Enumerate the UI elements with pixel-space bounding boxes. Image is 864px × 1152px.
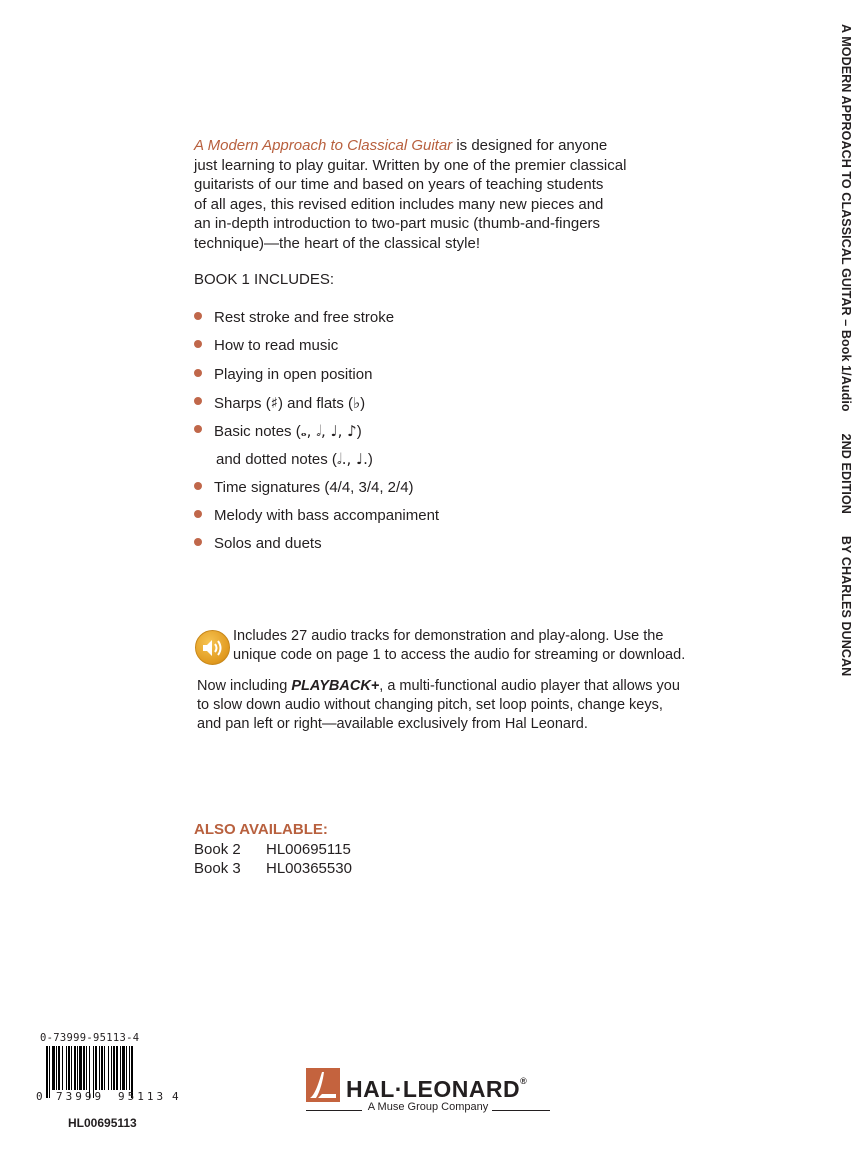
barcode-bar bbox=[77, 1046, 78, 1090]
list-item: Basic notes (𝅝, 𝅗𝅥, ♩, ♪) bbox=[194, 421, 614, 449]
playback-brand: PLAYBACK+ bbox=[291, 678, 380, 694]
logo-name: HAL·LEONARD bbox=[346, 1076, 521, 1102]
speaker-icon bbox=[195, 630, 230, 665]
also-available-row: Book 3 HL00365530 bbox=[194, 860, 352, 877]
spine-edition: 2ND EDITION bbox=[839, 433, 853, 514]
barcode-bar bbox=[56, 1046, 57, 1090]
intro-line-1: is designed for anyone bbox=[452, 137, 608, 154]
bullet-dot-icon bbox=[194, 425, 202, 433]
bullet-dot-icon bbox=[194, 369, 202, 377]
sharp-icon: ♯ bbox=[270, 393, 278, 412]
barcode-bar bbox=[126, 1046, 127, 1090]
also-available-row: Book 2 HL00695115 bbox=[194, 841, 351, 858]
barcode-bar bbox=[116, 1046, 118, 1090]
bullet-dot-icon bbox=[194, 538, 202, 546]
list-item: How to read music bbox=[194, 336, 614, 364]
book-spine bbox=[815, 24, 855, 724]
barcode-bar bbox=[46, 1046, 48, 1098]
barcode-bar bbox=[86, 1046, 87, 1090]
intro-line-3: guitarists of our time and based on years of teaching students bbox=[194, 176, 604, 193]
list-item: Time signatures (4/4, 3/4, 2/4) bbox=[194, 478, 614, 506]
list-item: Sharps (♯) and flats (♭) bbox=[194, 393, 614, 421]
logo-subtitle: A Muse Group Company bbox=[367, 1101, 489, 1113]
barcode-bar bbox=[122, 1046, 125, 1090]
dotted-notes-icon: 𝅗𝅥., ♩. bbox=[336, 450, 368, 469]
playback-description: Now including PLAYBACK+, a multi-functional audio player that allows you to slow down audio without changing pitch, set loop points, change keys, and pan left or right—available exclusively from Hal Leonard. bbox=[197, 678, 680, 732]
bullet-dot-icon bbox=[194, 397, 202, 405]
barcode-bar bbox=[129, 1046, 130, 1090]
bullet-dot-icon bbox=[194, 510, 202, 518]
intro-line-2: just learning to play guitar. Written by one of the premier classical bbox=[194, 156, 627, 174]
intro-line-5: an in-depth introduction to two-part music (thumb-and-fingers bbox=[194, 215, 601, 232]
barcode-bar bbox=[95, 1046, 97, 1090]
includes-heading: BOOK 1 INCLUDES: bbox=[194, 271, 335, 288]
barcode-bar bbox=[83, 1046, 85, 1090]
list-item: Rest stroke and free stroke bbox=[194, 308, 614, 336]
intro-line-6: technique)—the heart of the classical style! bbox=[194, 234, 480, 252]
barcode-bar bbox=[49, 1046, 50, 1098]
basic-notes-icon: 𝅝, 𝅗𝅥, ♩, ♪ bbox=[300, 422, 357, 441]
barcode-bar bbox=[104, 1046, 105, 1090]
intro-line-4: of all ages, this revised edition includes many new pieces and bbox=[194, 195, 604, 213]
list-item: Melody with bass accompaniment bbox=[194, 506, 614, 534]
bullet-dot-icon bbox=[194, 482, 202, 490]
bullet-dot-icon bbox=[194, 340, 202, 348]
list-item-continuation: and dotted notes (𝅗𝅥., ♩.) bbox=[216, 450, 373, 469]
list-item: Solos and duets bbox=[194, 534, 614, 562]
publisher-logo: HAL·LEONARD® A Muse Group Company bbox=[306, 1068, 556, 1118]
barcode-bar bbox=[52, 1046, 55, 1090]
barcode-bar bbox=[113, 1046, 115, 1090]
barcode-bar bbox=[66, 1046, 67, 1090]
barcode-bar bbox=[79, 1046, 82, 1090]
barcode-bar bbox=[120, 1046, 121, 1090]
barcode-bar bbox=[101, 1046, 103, 1090]
barcode-bar bbox=[62, 1046, 63, 1090]
item-code: HL00695113 bbox=[68, 1116, 137, 1130]
barcode-bar bbox=[111, 1046, 112, 1090]
barcode-bar bbox=[58, 1046, 60, 1090]
flat-icon: ♭ bbox=[353, 393, 361, 412]
hal-leonard-mark-icon bbox=[306, 1068, 340, 1102]
also-available-title: ALSO AVAILABLE: bbox=[194, 821, 328, 838]
barcode-bar bbox=[99, 1046, 100, 1090]
intro-paragraph bbox=[194, 136, 674, 253]
barcode-bar bbox=[108, 1046, 109, 1090]
barcode-bar bbox=[68, 1046, 70, 1090]
bullet-dot-icon bbox=[194, 312, 202, 320]
includes-list bbox=[194, 308, 614, 563]
book-title-italic: A Modern Approach to Classical Guitar bbox=[194, 137, 453, 154]
barcode-bar bbox=[74, 1046, 76, 1090]
list-item: Playing in open position bbox=[194, 365, 614, 393]
audio-description: Includes 27 audio tracks for demonstration and play-along. Use the unique code on page 1 to access the audio for streaming or download. bbox=[233, 628, 686, 663]
spine-author: BY CHARLES DUNCAN bbox=[839, 535, 853, 677]
barcode-bar bbox=[71, 1046, 72, 1090]
barcode-number-top: 0-73999-95113-4 bbox=[40, 1032, 140, 1044]
spine-title: A MODERN APPROACH TO CLASSICAL GUITAR – Book 1/Audio bbox=[839, 24, 853, 412]
